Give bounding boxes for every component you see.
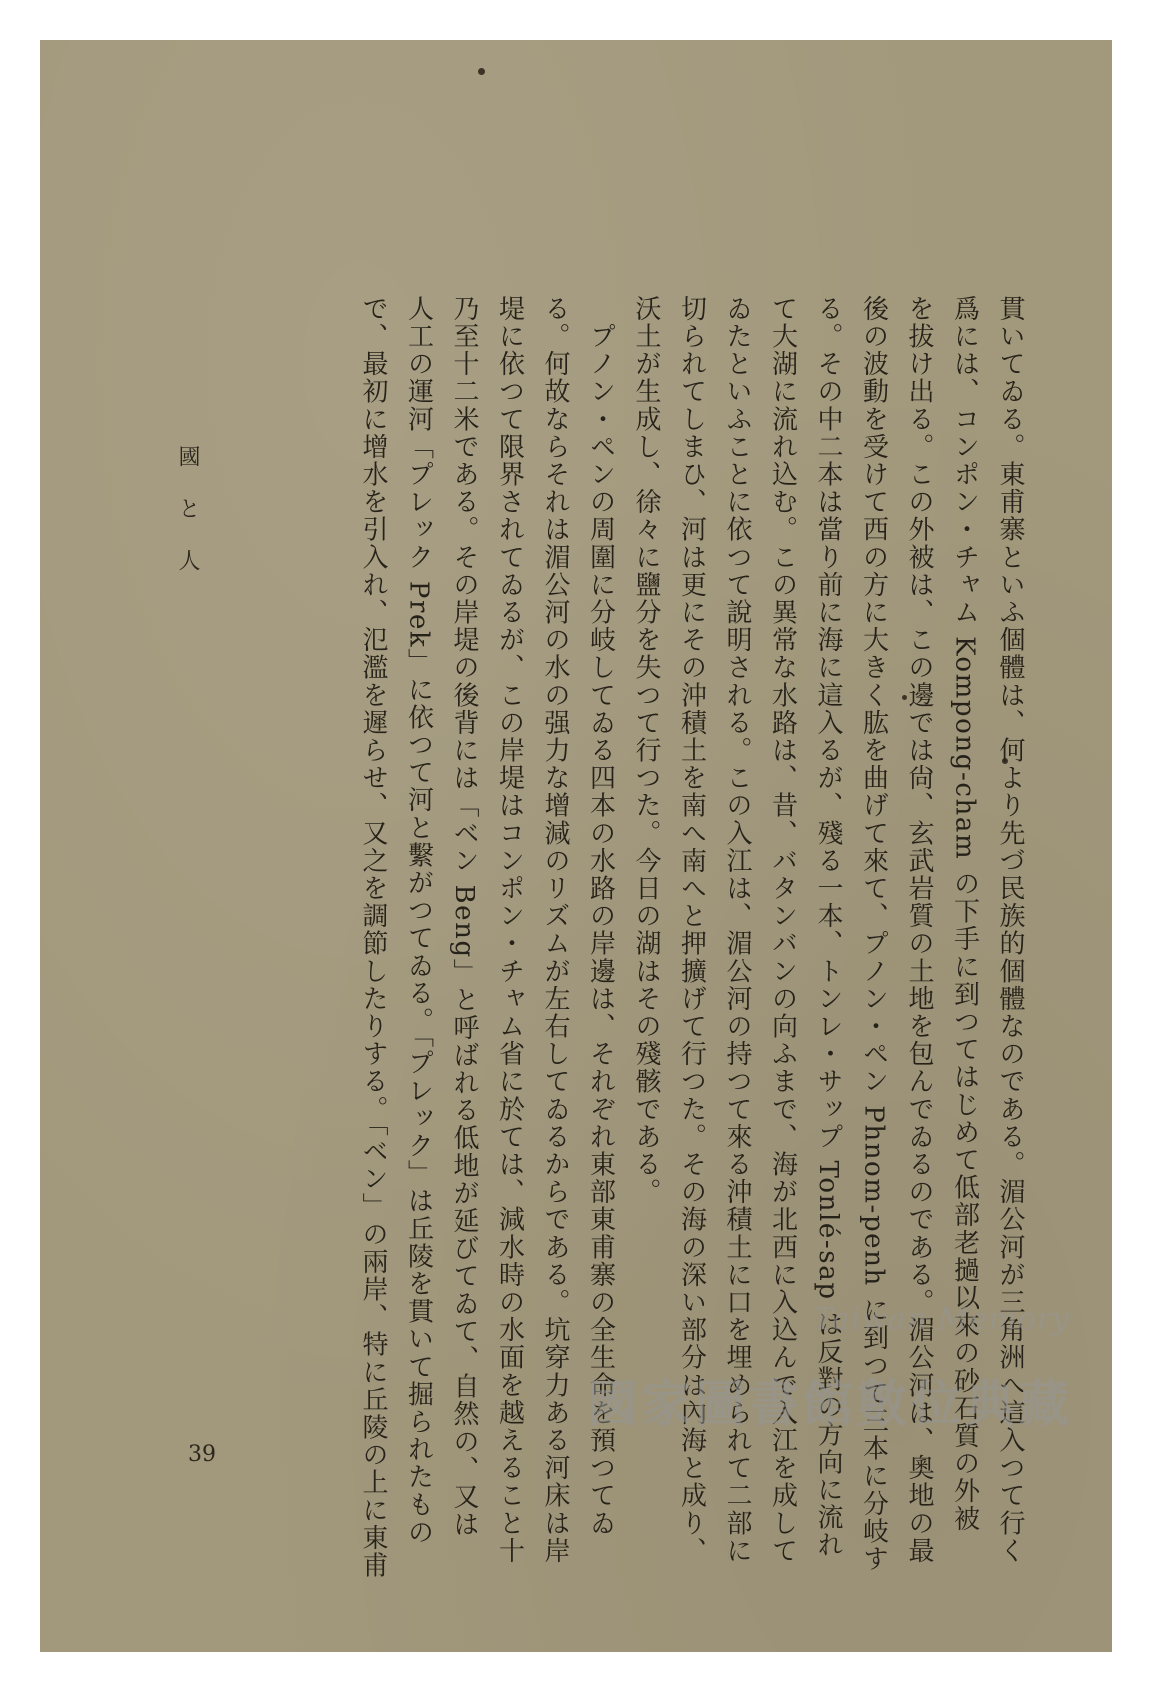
text-column: 貫いてゐる。東甫寨といふ個體は、何より先づ民族的個體なのである。湄公河が三角洲へ這入つて行く [995, 295, 1025, 1565]
text-column: で、最初に增水を引入れ、氾濫を遲らせ、又之を調節したりする。「ベン」の兩岸、特に丘陵の上に東甫 [358, 295, 388, 1580]
body-text [350, 295, 1033, 1580]
text-column: 堤に依つて限界されてゐるが、この岸堤はコンポン・チャム省に於ては、減水時の水面を越えること十 [494, 295, 525, 1565]
text-column: 後の波動を受けて西の方に大きく肱を曲げて來て、プノン・ペン Phnom-penh に到つて三本に分岐す [858, 295, 889, 1573]
text-column: 爲には、コンポン・チャム Kompong-cham の下手に到つてはじめて低部老撾以來の砂石質の外被 [949, 295, 980, 1533]
running-head: 國と人 [175, 445, 200, 601]
text-column: ゐたといふことに依つて說明される。この入江は、湄公河の持つて來る沖積土に口を埋められて二部に [722, 295, 752, 1565]
text-column: 乃至十二米である。その岸堤の後背には「ベン Beng」と呼ばれる低地が延びてゐて、自然の、又は [449, 295, 479, 1539]
book-page [40, 40, 1112, 1652]
text-column: 切られてしまひ、河は更にその沖積土を南へ南へと押擴げて行つた。その海の深い部分は內海と成り、 [676, 295, 707, 1565]
text-column: を拔け出る。この外被は、この邊では尙、玄武岩質の土地を包んでゐるのである。湄公河は、奧地の最 [904, 295, 934, 1565]
watermark-brand: Taiwan Memory [813, 1302, 1070, 1337]
ink-spot [478, 68, 485, 75]
text-column: る。その中二本は當り前に海に這入るが、殘る一本、トンレ・サップ Tonlé-sap は反對の方向に流れ [813, 295, 843, 1559]
text-column: プノン・ペンの周圍に分岐してゐる四本の水路の岸邊は、それぞれ東部東甫寨の全生命を預つてゐ [585, 295, 616, 1537]
page-number: 39 [188, 1442, 216, 1467]
watermark-organization: 國家圖書館數位典藏 [587, 1375, 1073, 1433]
watermark [550, 1302, 1110, 1502]
text-column: て大湖に流れ込む。この異常な水路は、昔、バタンバンの向ふまで、海が北西に入込んで入江を成して [767, 295, 798, 1565]
text-column: 人工の運河「プレック Prek」に依つて河と繫がつてゐる。「プレック」は丘陵を貫いて掘られたもの [403, 295, 434, 1547]
text-column: 沃土が生成し、徐々に鹽分を失つて行つた。今日の湖はその殘骸である。 [631, 295, 661, 1206]
text-column: る。何故ならそれは湄公河の水の强力な增減のリズムが左右してゐるからである。坑穿力ある河床は岸 [540, 295, 570, 1565]
